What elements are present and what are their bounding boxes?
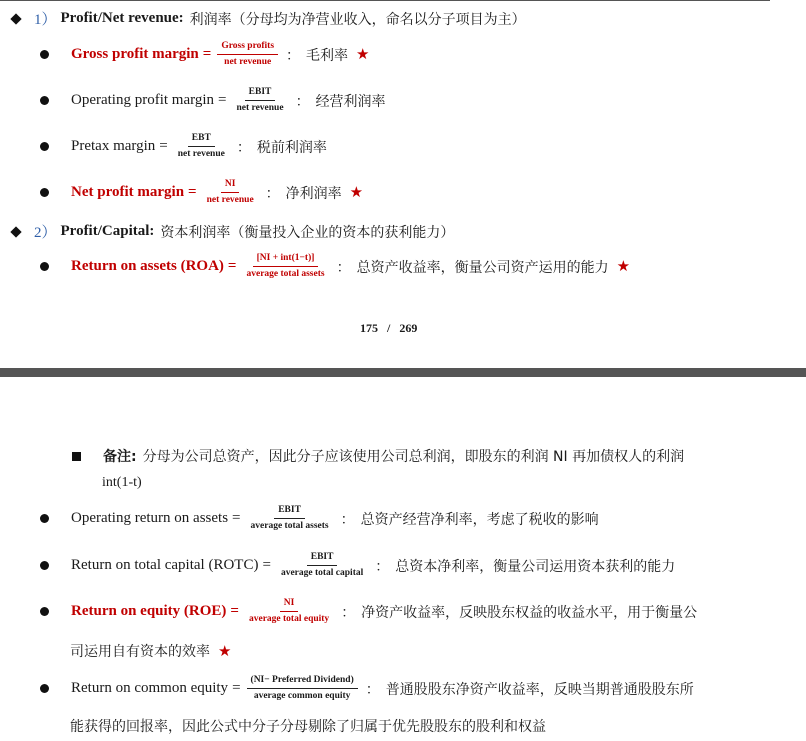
formula-operating-profit-margin	[0, 88, 386, 113]
fraction	[242, 254, 328, 279]
bullet-icon	[40, 262, 49, 271]
section-desc: 资本利润率（衡量投入企业的资本的获利能力）	[160, 224, 455, 241]
fraction	[217, 42, 278, 67]
formula-desc: 税前利润率	[256, 139, 327, 156]
formula-label: Return on assets (ROA)	[71, 258, 224, 274]
numerator: EBIT	[245, 88, 276, 101]
section-number: 1）	[34, 12, 57, 28]
colon: ：	[365, 681, 380, 698]
colon: ：	[286, 47, 301, 64]
denominator: net revenue	[224, 56, 272, 67]
numerator: EBT	[188, 134, 215, 147]
colon: ：	[341, 604, 356, 621]
equals-sign: =	[202, 46, 212, 62]
bullet-icon	[40, 684, 49, 693]
fraction	[247, 676, 358, 701]
formula-return-on-common-equity	[0, 676, 694, 701]
section-2-header	[0, 221, 454, 242]
equals-sign: =	[262, 557, 271, 573]
colon: ：	[340, 511, 355, 528]
denominator: average total assets	[250, 520, 329, 531]
bullet-icon	[40, 561, 49, 570]
formula-desc-cont: 能获得的回报率，因此公式中分子分母剔除了归属于优先股股东的股利和权益	[70, 719, 546, 735]
formula-pretax-margin	[0, 134, 327, 159]
diamond-bullet-icon	[10, 226, 21, 237]
denominator: average total capital	[280, 567, 364, 578]
section-number: 2）	[34, 225, 57, 241]
page-number	[360, 321, 417, 336]
denominator: net revenue	[177, 148, 225, 159]
formula-desc: 普通股股东净资产收益率，反映当期普通股股东所	[385, 681, 694, 698]
numerator: [NI + int(1−t)]	[253, 254, 319, 267]
bullet-icon	[40, 514, 49, 523]
bullet-icon	[40, 96, 49, 105]
formula-label: Return on total capital (ROTC)	[71, 557, 259, 573]
bullet-icon	[40, 142, 49, 151]
numerator: (NI− Preferred Dividend)	[247, 676, 358, 689]
colon: ：	[236, 139, 251, 156]
formula-label: Operating return on assets	[71, 510, 229, 526]
formula-net-profit-margin	[0, 180, 363, 205]
equals-sign: =	[232, 680, 241, 696]
star-icon: ★	[349, 185, 364, 201]
bullet-icon	[40, 188, 49, 197]
bullet-icon	[40, 50, 49, 59]
numerator: EBIT	[307, 553, 338, 566]
formula-roa	[0, 254, 630, 279]
formula-desc: 总资本净利率，衡量公司运用资本获利的能力	[395, 558, 676, 575]
fraction	[174, 134, 229, 159]
formula-desc: 总资产经营净利率，考虑了税收的影响	[360, 511, 599, 528]
formula-desc: 毛利率	[306, 47, 349, 64]
roe-continuation	[70, 641, 231, 661]
top-rule	[0, 0, 770, 1]
formula-label: Pretax margin	[71, 138, 156, 154]
page-total: 269	[399, 321, 418, 335]
formula-roe	[0, 599, 697, 624]
equals-sign: =	[230, 603, 239, 619]
denominator: net revenue	[236, 102, 284, 113]
formula-label: Gross profit margin	[71, 46, 199, 62]
denominator: average total equity	[248, 613, 330, 624]
page-current: 175	[360, 321, 378, 335]
colon: ：	[336, 259, 351, 276]
formula-label: Net profit margin	[71, 184, 185, 200]
star-icon: ★	[218, 643, 232, 660]
formula-gross-profit-margin	[0, 42, 370, 67]
section-desc: 利润率（分母均为净营业收入，命名以分子项目为主）	[189, 11, 526, 28]
page-break-bar	[0, 368, 806, 377]
section-title: Profit/Capital:	[60, 223, 155, 239]
equals-sign: =	[159, 138, 168, 154]
fraction	[233, 88, 288, 113]
formula-label: Operating profit margin	[71, 92, 215, 108]
numerator: NI	[221, 180, 240, 193]
formula-label: Return on equity (ROE)	[71, 603, 227, 619]
note-label: 备注:	[103, 449, 137, 465]
page-separator: /	[387, 321, 391, 335]
formula-desc: 净利润率	[285, 185, 342, 202]
diamond-bullet-icon	[10, 13, 21, 24]
fraction	[203, 180, 258, 205]
formula-desc: 总资产收益率，衡量公司资产运用的能力	[356, 259, 609, 276]
note-line	[0, 446, 684, 466]
square-bullet-icon	[72, 452, 81, 461]
star-icon: ★	[356, 47, 370, 63]
equals-sign: =	[232, 510, 241, 526]
formula-desc: 经营利润率	[315, 93, 386, 110]
equals-sign: =	[188, 184, 197, 200]
numerator: Gross profits	[217, 42, 278, 55]
formula-label: Return on common equity	[71, 680, 229, 696]
note-continuation: int(1-t)	[102, 475, 142, 490]
bullet-icon	[40, 607, 49, 616]
numerator: EBIT	[274, 506, 305, 519]
formula-rotc	[0, 553, 675, 578]
colon: ：	[295, 93, 310, 110]
equals-sign: =	[227, 258, 237, 274]
equals-sign: =	[218, 92, 227, 108]
numerator: NI	[280, 599, 299, 612]
formula-desc-cont: 司运用自有资本的效率	[70, 644, 210, 660]
fraction	[277, 553, 367, 578]
section-title: Profit/Net revenue:	[60, 10, 184, 26]
star-icon: ★	[616, 259, 631, 275]
denominator: average total assets	[246, 268, 325, 279]
colon: ：	[265, 185, 280, 202]
note-text: 分母为公司总资产，因此分子应该使用公司总利润，即股东的利润 NI 再加债权人的利润	[142, 449, 685, 465]
denominator: average common equity	[253, 690, 351, 701]
fraction	[245, 599, 333, 624]
denominator: net revenue	[206, 194, 254, 205]
fraction	[247, 506, 333, 531]
formula-operating-return-on-assets	[0, 506, 599, 531]
rce-continuation	[70, 716, 546, 736]
formula-desc: 净资产收益率，反映股东权益的收益水平，用于衡量公	[361, 604, 698, 621]
colon: ：	[375, 558, 390, 575]
section-1-header	[0, 8, 526, 29]
